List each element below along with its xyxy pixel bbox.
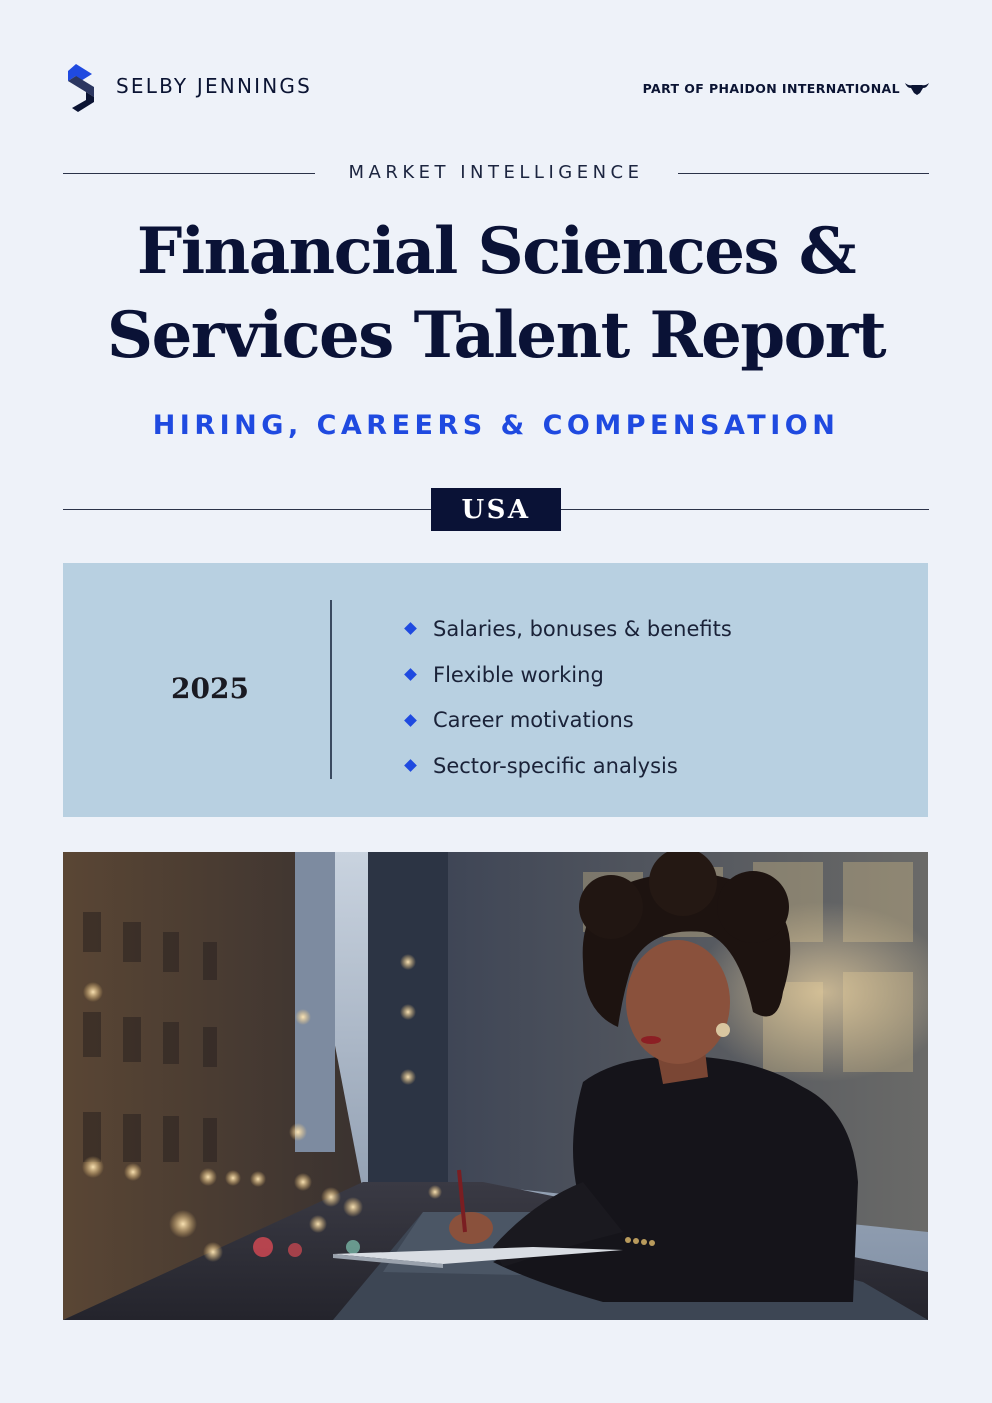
diamond-bullet-icon xyxy=(404,668,417,681)
feature-label: Salaries, bonuses & benefits xyxy=(433,616,732,641)
region-badge: USA xyxy=(431,488,561,531)
feature-item xyxy=(403,652,732,698)
feature-item xyxy=(403,697,732,743)
diamond-bullet-icon xyxy=(404,622,417,635)
feature-item xyxy=(403,743,732,789)
feature-label: Sector-specific analysis xyxy=(433,753,678,778)
region-rule-right xyxy=(561,509,929,510)
brand-name: SELBY JENNINGS xyxy=(116,74,312,98)
feature-list xyxy=(403,606,732,789)
feature-label: Flexible working xyxy=(433,662,604,687)
eyebrow-label: MARKET INTELLIGENCE xyxy=(348,162,644,183)
diamond-bullet-icon xyxy=(404,760,417,773)
panel-divider xyxy=(330,600,332,779)
report-subtitle: HIRING, CAREERS & COMPENSATION xyxy=(152,410,840,441)
parent-company-label: PART OF PHAIDON INTERNATIONAL xyxy=(642,81,900,96)
diamond-bullet-icon xyxy=(404,714,417,727)
report-title-line-1: Financial Sciences & xyxy=(136,214,856,289)
woman-writing-city-street-photo xyxy=(63,852,928,1320)
feature-item xyxy=(403,606,732,652)
bull-icon xyxy=(904,80,930,96)
eyebrow-rule-right xyxy=(678,173,929,174)
report-year: 2025 xyxy=(171,672,249,705)
selby-jennings-logo-icon xyxy=(62,62,102,112)
feature-label: Career motivations xyxy=(433,708,634,733)
report-title xyxy=(0,210,992,378)
report-title-line-2: Services Talent Report xyxy=(106,298,886,373)
region-rule-left xyxy=(63,509,431,510)
